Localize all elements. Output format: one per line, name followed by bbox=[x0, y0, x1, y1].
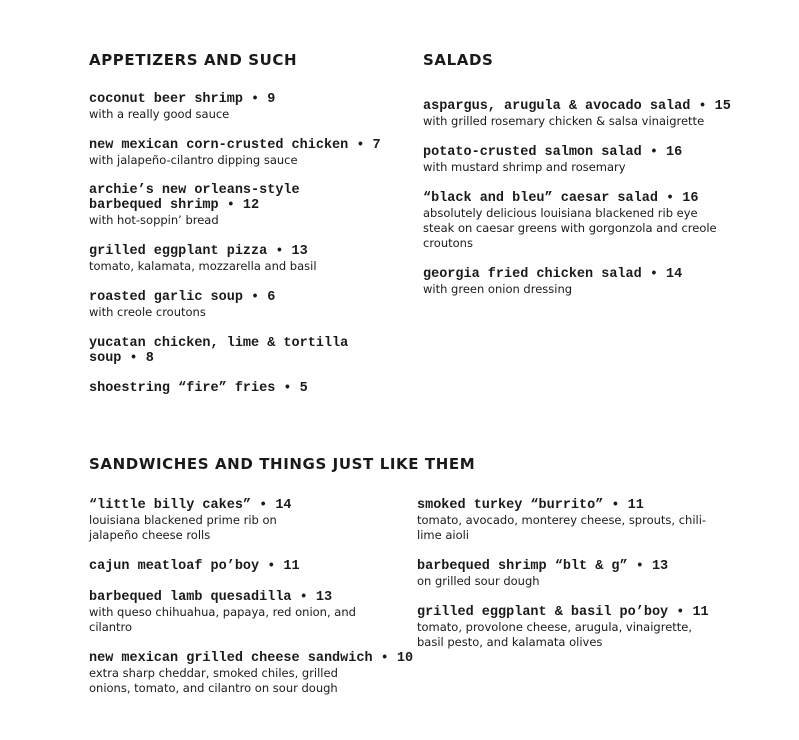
item-name: aspargus, arugula & avocado salad • 15 bbox=[423, 99, 731, 114]
menu-item bbox=[417, 559, 668, 589]
item-name: yucatan chicken, lime & tortilla soup • 8 bbox=[89, 336, 349, 366]
item-description: with green onion dressing bbox=[423, 282, 573, 296]
menu-item bbox=[423, 145, 682, 175]
item-description: with grilled rosemary chicken & salsa vinaigrette bbox=[423, 114, 705, 128]
salads-heading: SALADS bbox=[423, 51, 494, 69]
menu-item bbox=[89, 559, 300, 574]
item-name: cajun meatloaf po’boy • 11 bbox=[89, 559, 300, 574]
menu-item bbox=[89, 183, 319, 228]
item-name: coconut beer shrimp • 9 bbox=[89, 92, 276, 107]
item-description: with hot-soppin’ bread bbox=[89, 213, 219, 227]
item-description: absolutely delicious louisiana blackened rib eye steak on caesar greens with gorgonzola and creole croutons bbox=[423, 206, 717, 250]
menu-item bbox=[89, 336, 369, 366]
item-description: with creole croutons bbox=[89, 305, 206, 319]
item-name: grilled eggplant pizza • 13 bbox=[89, 244, 308, 259]
item-name: new mexican grilled cheese sandwich • 10 bbox=[89, 651, 414, 666]
menu-item bbox=[89, 138, 399, 168]
menu-item bbox=[89, 498, 329, 543]
menu-item bbox=[89, 244, 317, 274]
menu-item bbox=[89, 381, 308, 396]
item-name: barbequed lamb quesadilla • 13 bbox=[89, 590, 333, 605]
item-description: on grilled sour dough bbox=[417, 574, 540, 588]
menu-item bbox=[89, 92, 275, 122]
item-name: georgia fried chicken salad • 14 bbox=[423, 267, 683, 282]
item-description: with jalapeño-cilantro dipping sauce bbox=[89, 153, 298, 167]
menu-item bbox=[89, 590, 369, 635]
item-description: extra sharp cheddar, smoked chiles, grilled onions, tomato, and cilantro on sour dough bbox=[89, 666, 338, 695]
item-name: “little billy cakes” • 14 bbox=[89, 498, 292, 513]
menu-item bbox=[89, 651, 414, 696]
item-name: potato-crusted salmon salad • 16 bbox=[423, 145, 683, 160]
menu-item bbox=[423, 267, 682, 297]
item-description: tomato, avocado, monterey cheese, sprouts, chili-lime aioli bbox=[417, 513, 707, 542]
menu-item bbox=[423, 99, 753, 129]
item-description: with queso chihuahua, papaya, red onion, and cilantro bbox=[89, 605, 356, 634]
menu-item bbox=[423, 191, 731, 251]
item-description: with mustard shrimp and rosemary bbox=[423, 160, 626, 174]
item-name: new mexican corn-crusted chicken • 7 bbox=[89, 138, 381, 153]
item-name: grilled eggplant & basil po’boy • 11 bbox=[417, 605, 709, 620]
item-name: shoestring “fire” fries • 5 bbox=[89, 381, 308, 396]
menu-item bbox=[89, 290, 275, 320]
item-name: “black and bleu” caesar salad • 16 bbox=[423, 191, 699, 206]
item-name: archie’s new orleans-style barbequed shrimp • 12 bbox=[89, 183, 300, 213]
item-name: roasted garlic soup • 6 bbox=[89, 290, 276, 305]
menu-item bbox=[417, 498, 717, 543]
appetizers-heading: APPETIZERS AND SUCH bbox=[89, 51, 298, 69]
item-description: tomato, kalamata, mozzarella and basil bbox=[89, 259, 317, 273]
menu-item bbox=[417, 605, 727, 650]
item-description: with a really good sauce bbox=[89, 107, 230, 121]
item-name: barbequed shrimp “blt & g” • 13 bbox=[417, 559, 669, 574]
item-description: tomato, provolone cheese, arugula, vinaigrette, basil pesto, and kalamata olives bbox=[417, 620, 693, 649]
item-name: smoked turkey “burrito” • 11 bbox=[417, 498, 644, 513]
sandwiches-heading: SANDWICHES AND THINGS JUST LIKE THEM bbox=[89, 455, 476, 473]
item-description: louisiana blackened prime rib on jalapeño cheese rolls bbox=[89, 513, 277, 542]
